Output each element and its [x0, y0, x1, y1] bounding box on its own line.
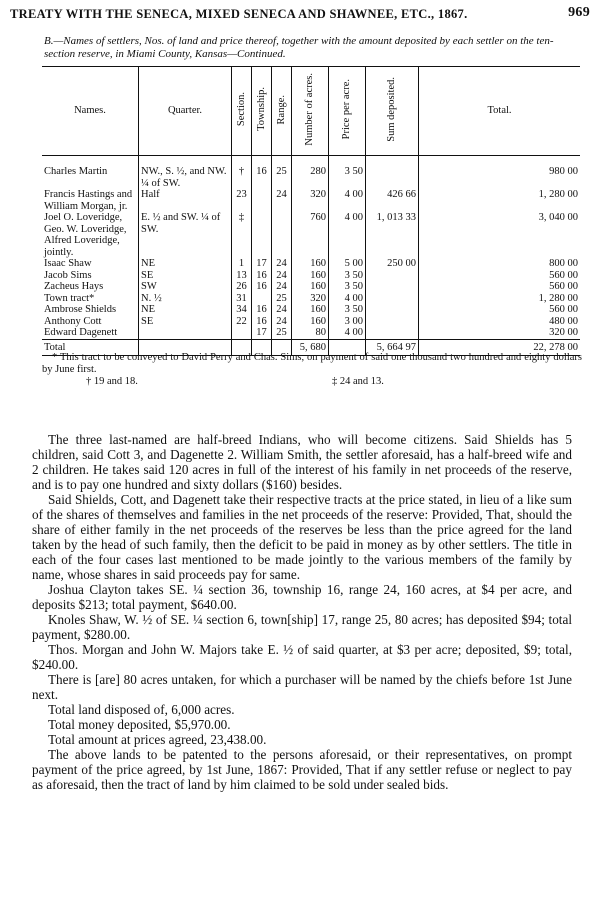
cell-quarter: E. ½ and SW. ¼ of SW.	[139, 212, 232, 258]
cell-total: 800 00	[419, 258, 581, 270]
col-names: Names.	[42, 67, 139, 156]
paragraph: There is [are] 80 acres untaken, for which a purchaser will be named by the chiefs before 1st June next.	[32, 672, 572, 702]
cell-range: 25	[272, 293, 292, 305]
cell-township: 16	[252, 270, 272, 282]
cell-range	[272, 212, 292, 258]
cell-quarter: SW	[139, 281, 232, 293]
cell-section: 26	[232, 281, 252, 293]
cell-range: 24	[272, 258, 292, 270]
cell-deposited	[366, 304, 419, 316]
total-total: 22, 278 00	[419, 339, 581, 356]
paragraph: Total land disposed of, 6,000 acres.	[48, 702, 235, 717]
cell-quarter: Half	[139, 189, 232, 212]
total-label: Total	[42, 339, 139, 356]
col-section: Section.	[232, 67, 252, 156]
cell-price: 5 00	[329, 258, 366, 270]
cell-section: 23	[232, 189, 252, 212]
cell-price: 3 00	[329, 316, 366, 328]
cell-section: ‡	[232, 212, 252, 258]
col-total: Total.	[419, 67, 581, 156]
paragraph: Joshua Clayton takes SE. ¼ section 36, township 16, range 24, 160 acres, at $4 per acre, and deposits $213; total payment, $640.00.	[32, 582, 572, 612]
cell-total: 980 00	[419, 166, 581, 189]
cell-price: 4 00	[329, 212, 366, 258]
col-price: Price per acre.	[329, 67, 366, 156]
table-row	[42, 166, 580, 189]
cell-quarter: NE	[139, 304, 232, 316]
cell-section: 1	[232, 258, 252, 270]
col-township: Township.	[252, 67, 272, 156]
cell-total: 3, 040 00	[419, 212, 581, 258]
col-acres: Number of acres.	[292, 67, 329, 156]
cell-deposited	[366, 166, 419, 189]
footnote-dagger: † 19 and 18.	[86, 376, 138, 387]
table-row	[42, 189, 580, 212]
cell-township	[252, 212, 272, 258]
col-deposited: Sum deposited.	[366, 67, 419, 156]
cell-acres: 80	[292, 327, 329, 339]
cell-acres: 160	[292, 270, 329, 282]
table-header-row	[42, 67, 580, 156]
cell-price: 3 50	[329, 166, 366, 189]
cell-acres: 320	[292, 189, 329, 212]
cell-township	[252, 293, 272, 305]
cell-deposited	[366, 293, 419, 305]
total-deposited: 5, 664 97	[366, 339, 419, 356]
paragraph: Knoles Shaw, W. ½ of SE. ¼ section 6, town[ship] 17, range 25, 80 acres; has deposited $94; total payment, $280.00.	[32, 612, 572, 642]
cell-section: 22	[232, 316, 252, 328]
body-text	[32, 432, 572, 792]
cell-total: 560 00	[419, 270, 581, 282]
cell-acres: 320	[292, 293, 329, 305]
footnotes	[42, 352, 582, 389]
col-quarter: Quarter.	[139, 67, 232, 156]
cell-quarter: SE	[139, 316, 232, 328]
cell-deposited	[366, 281, 419, 293]
cell-acres: 160	[292, 304, 329, 316]
total-acres: 5, 680	[292, 339, 329, 356]
cell-section: 13	[232, 270, 252, 282]
cell-total: 1, 280 00	[419, 293, 581, 305]
cell-section: 34	[232, 304, 252, 316]
table-row	[42, 304, 580, 316]
cell-deposited	[366, 327, 419, 339]
page-number: 969	[568, 5, 590, 20]
cell-total: 560 00	[419, 304, 581, 316]
cell-range: 24	[272, 304, 292, 316]
cell-name: Joel O. Loveridge, Geo. W. Loveridge, Alfred Loveridge, jointly.	[44, 212, 127, 258]
paragraph: Total money deposited, $5,970.00.	[48, 717, 231, 732]
running-title: TREATY WITH THE SENECA, MIXED SENECA AND SHAWNEE, ETC., 1867.	[10, 7, 468, 21]
table-caption: B.—Names of settlers, Nos. of land and price thereof, together with the amount deposited by each settler on the ten-section reserve, in Miami County, Kansas—Continued.	[44, 35, 554, 60]
cell-name: Isaac Shaw	[44, 258, 92, 269]
settlers-table	[42, 66, 580, 356]
cell-acres: 280	[292, 166, 329, 189]
paragraph: The three last-named are half-breed Indians, who will become citizens. Said Shields has 5 children, said Cott 3, and Dagenette 2. William Smith, the settler aforesaid, has a half-breed wife and 2 children. He takes said 120 acres in full of the interest of his family in net proceeds of the reserve, and is to pay one hundred and sixty dollars ($160) besides.	[32, 432, 572, 492]
cell-acres: 160	[292, 316, 329, 328]
paragraph: Thos. Morgan and John W. Majors take E. ½ of said quarter, at $3 per acre; deposited, $9; total, $240.00.	[32, 642, 572, 672]
cell-acres: 160	[292, 281, 329, 293]
cell-acres: 160	[292, 258, 329, 270]
cell-name: Francis Hastings and William Morgan, jr.	[44, 189, 133, 212]
cell-range: 24	[272, 270, 292, 282]
cell-township: 17	[252, 327, 272, 339]
cell-price: 3 50	[329, 270, 366, 282]
paragraph: Total amount at prices agreed, 23,438.00.	[48, 732, 267, 747]
cell-name: Town tract*	[44, 292, 95, 304]
cell-price: 4 00	[329, 327, 366, 339]
cell-range: 24	[272, 189, 292, 212]
table-row	[42, 316, 580, 328]
running-header	[10, 4, 590, 26]
cell-quarter	[139, 327, 232, 339]
table-row	[42, 281, 580, 293]
footnote-double-dagger: ‡ 24 and 13.	[332, 376, 384, 387]
cell-range: 24	[272, 316, 292, 328]
cell-total: 1, 280 00	[419, 189, 581, 212]
cell-township: 16	[252, 166, 272, 189]
cell-price: 4 00	[329, 189, 366, 212]
cell-price: 3 50	[329, 281, 366, 293]
cell-range: 25	[272, 166, 292, 189]
cell-section: 31	[232, 293, 252, 305]
spacer-row	[42, 156, 580, 167]
cell-price: 3 50	[329, 304, 366, 316]
cell-township: 16	[252, 304, 272, 316]
table-row	[42, 258, 580, 270]
cell-total: 480 00	[419, 316, 581, 328]
cell-deposited	[366, 316, 419, 328]
cell-name: Zacheus Hays	[44, 281, 104, 292]
col-range: Range.	[272, 67, 292, 156]
cell-name: Ambrose Shields	[44, 304, 117, 315]
cell-quarter: SE	[139, 270, 232, 282]
cell-deposited: 1, 013 33	[366, 212, 419, 258]
cell-quarter: NE	[139, 258, 232, 270]
cell-township: 16	[252, 316, 272, 328]
cell-township: 17	[252, 258, 272, 270]
table-row	[42, 270, 580, 282]
cell-township	[252, 189, 272, 212]
cell-price: 4 00	[329, 293, 366, 305]
paragraph: Said Shields, Cott, and Dagenett take their respective tracts at the price stated, in lieu of a like sum of the shares of themselves and families in the net proceeds of the reserve: Provided, That, should the share of either family in the net proceeds of the reserves be less than the price agreed for the land taken by the head of such family, then the deficit to be paid in money as by other settlers. The title in each of the four cases last mentioned to be made jointly to the various members of the family by name, whose shares in said proceeds pay for same.	[32, 492, 572, 582]
cell-deposited: 250 00	[366, 258, 419, 270]
cell-quarter: NW., S. ½, and NW. ¼ of SW.	[139, 166, 232, 189]
cell-name: Edward Dagenett	[44, 327, 118, 338]
cell-deposited: 426 66	[366, 189, 419, 212]
cell-deposited	[366, 270, 419, 282]
cell-total: 560 00	[419, 281, 581, 293]
cell-name: Anthony Cott	[44, 315, 102, 327]
paragraph: The above lands to be patented to the persons aforesaid, or their representatives, on prompt payment of the price agreed, by 1st June, 1867: Provided, That if any settler refuse or neglect to pay as aforesaid, then the tract of land by him claimed to be sold under sealed bids.	[32, 747, 572, 792]
cell-range: 24	[272, 281, 292, 293]
table-row	[42, 212, 580, 258]
table-row	[42, 293, 580, 305]
cell-section	[232, 327, 252, 339]
cell-range: 25	[272, 327, 292, 339]
cell-acres: 760	[292, 212, 329, 258]
cell-township: 16	[252, 281, 272, 293]
cell-name: Jacob Sims	[44, 269, 92, 281]
footnote-refs	[42, 376, 582, 389]
cell-name: Charles Martin	[44, 166, 108, 177]
cell-section: †	[232, 166, 252, 189]
cell-total: 320 00	[419, 327, 581, 339]
table-row	[42, 327, 580, 339]
footnote-star: * This tract to be conveyed to David Perry and Chas. Sims, on payment of said one thousand two hundred and eighty dollars by June first.	[42, 352, 582, 375]
cell-quarter: N. ½	[139, 293, 232, 305]
